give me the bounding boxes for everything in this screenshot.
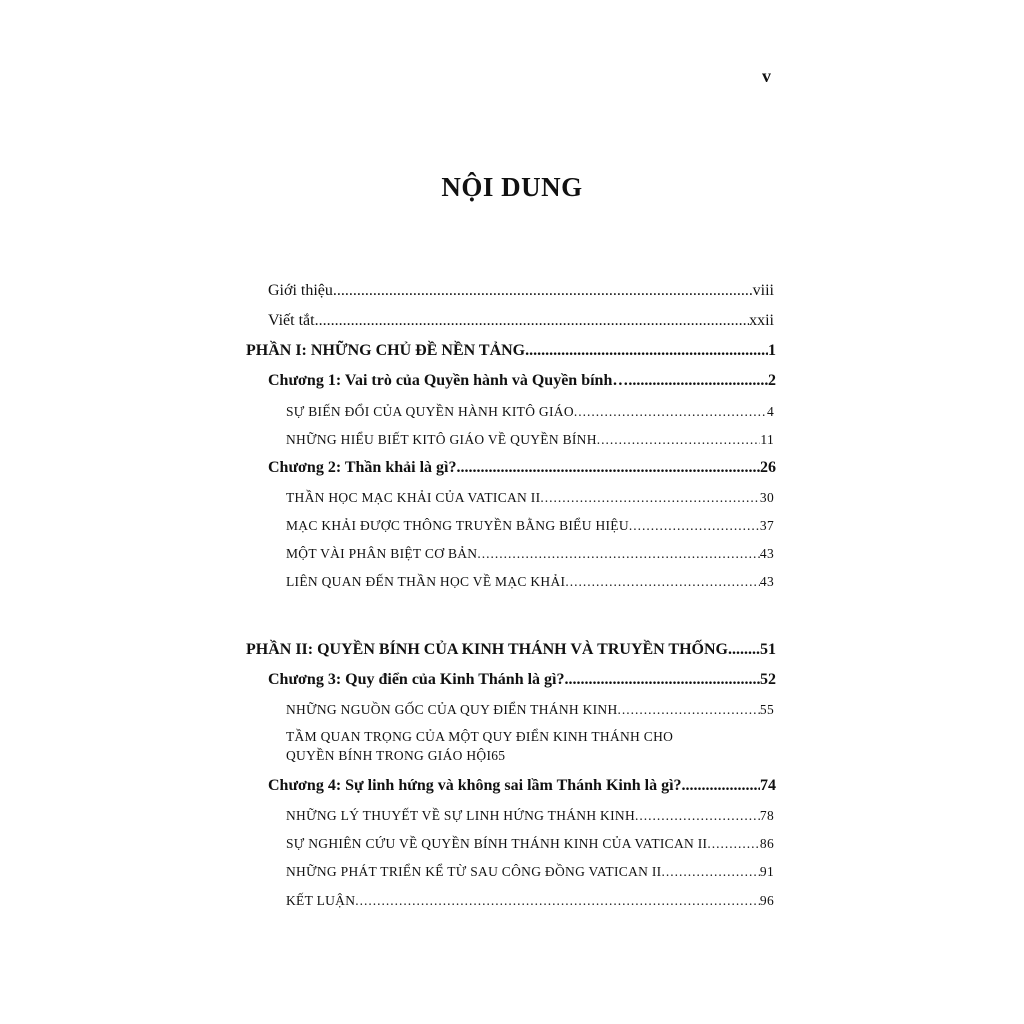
toc-entry-label: THẦN HỌC MẠC KHẢI CỦA VATICAN II	[286, 490, 541, 505]
toc-page-number: 51	[760, 641, 776, 658]
dot-leader	[597, 430, 761, 450]
toc-entry-label-line1: TẦM QUAN TRỌNG CỦA MỘT QUY ĐIỂN KINH THÁNH CHO	[286, 729, 674, 744]
toc-entry-label: SỰ NGHIÊN CỨU VỀ QUYỀN BÍNH THÁNH KINH CỦA VATICAN II	[286, 836, 708, 851]
toc-section[interactable]	[286, 834, 774, 854]
dot-leader	[661, 862, 759, 882]
toc-entry-label: Giới thiệu	[268, 282, 333, 299]
toc-page-number: 43	[759, 574, 774, 589]
dot-leader	[565, 572, 760, 592]
page-number: v	[762, 66, 771, 86]
dot-leader	[477, 544, 760, 564]
dot-leader	[635, 806, 760, 826]
toc-entry-label: Chương 4: Sự linh hứng và không sai lầm Thánh Kinh là gì?	[268, 777, 682, 794]
dot-leader	[564, 670, 760, 690]
toc-chapter-1[interactable]	[268, 371, 776, 391]
toc-page-number: 30	[759, 490, 774, 505]
dot-leader	[707, 834, 760, 854]
toc-entry-label: LIÊN QUAN ĐẾN THẦN HỌC VỀ MẠC KHẢI	[286, 574, 566, 589]
toc-section[interactable]	[286, 488, 774, 508]
toc-chapter-2[interactable]	[268, 458, 776, 478]
dot-leader	[315, 311, 750, 331]
toc-page-number: 37	[759, 518, 774, 533]
toc-entry-abbreviations[interactable]	[268, 311, 774, 331]
toc-page-number: viii	[752, 282, 774, 299]
toc-page-number: 52	[760, 671, 776, 688]
dot-leader	[456, 458, 760, 478]
dot-leader	[333, 281, 753, 301]
toc-entry-label: Chương 2: Thần khải là gì?	[268, 459, 457, 476]
toc-entry-label: Chương 1: Vai trò của Quyền hành và Quyền bính…	[268, 372, 629, 389]
toc-section[interactable]	[286, 516, 774, 536]
toc-entry-label: PHẦN I: NHỮNG CHỦ ĐỀ NỀN TẢNG	[246, 342, 526, 359]
page-title: NỘI DUNG	[441, 172, 583, 202]
toc-entry-label: MẠC KHẢI ĐƯỢC THÔNG TRUYỀN BẰNG BIỂU HIỆU	[286, 518, 629, 533]
toc-entry-label: Chương 3: Quy điển của Kinh Thánh là gì?	[268, 671, 565, 688]
toc-entry-label: PHẦN II: QUYỀN BÍNH CỦA KINH THÁNH VÀ TRUYỀN THỐNG	[246, 641, 728, 658]
toc-page-number: 2	[768, 372, 776, 389]
toc-section[interactable]	[286, 430, 774, 450]
toc-page-number: 26	[760, 459, 776, 476]
toc-part-1[interactable]	[246, 341, 776, 361]
toc-page-number: 91	[759, 864, 774, 879]
toc-page-number: 65	[491, 748, 506, 763]
toc-page-number: xxii	[749, 312, 774, 329]
toc-section-multiline[interactable]	[286, 727, 774, 765]
toc-page-number: 4	[766, 404, 774, 419]
toc-chapter-3[interactable]	[268, 670, 776, 690]
toc-entry-label: SỰ BIẾN ĐỔI CỦA QUYỀN HÀNH KITÔ GIÁO	[286, 404, 574, 419]
dot-leader	[628, 371, 768, 391]
dot-leader	[525, 341, 768, 361]
toc-entry-intro[interactable]	[268, 281, 774, 301]
toc-section[interactable]	[286, 402, 774, 422]
toc-entry-label: NHỮNG NGUỒN GỐC CỦA QUY ĐIỂN THÁNH KINH	[286, 702, 618, 717]
toc-entry-label: KẾT LUẬN	[286, 893, 356, 908]
toc-entry-label: Viết tắt	[268, 312, 315, 329]
toc-page-number: 78	[759, 808, 774, 823]
dot-leader	[728, 640, 760, 660]
toc-entry-label: MỘT VÀI PHÂN BIỆT CƠ BẢN	[286, 546, 478, 561]
toc-entry-label: NHỮNG HIỂU BIẾT KITÔ GIÁO VỀ QUYỀN BÍNH	[286, 432, 597, 447]
dot-leader	[629, 516, 760, 536]
toc-section[interactable]	[286, 806, 774, 826]
toc-page-number: 1	[768, 342, 776, 359]
dot-leader	[540, 488, 760, 508]
toc-page-number: 74	[760, 777, 776, 794]
toc-section[interactable]	[286, 862, 774, 882]
toc-chapter-4[interactable]	[268, 776, 776, 796]
toc-section[interactable]	[286, 891, 774, 911]
toc-entry-label-line2: QUYỀN BÍNH TRONG GIÁO HỘI	[286, 748, 492, 763]
dot-leader	[682, 776, 760, 796]
dot-leader	[618, 700, 760, 720]
toc-section[interactable]	[286, 572, 774, 592]
dot-leader	[574, 402, 767, 422]
toc-part-2[interactable]	[246, 640, 776, 660]
toc-entry-label: NHỮNG LÝ THUYẾT VỀ SỰ LINH HỨNG THÁNH KINH	[286, 808, 636, 823]
toc-page-number: 96	[759, 893, 774, 908]
dot-leader	[355, 891, 760, 911]
toc-page-number: 43	[759, 546, 774, 561]
toc-page-number: 11	[760, 432, 774, 447]
toc-entry-label: NHỮNG PHÁT TRIỂN KỂ TỪ SAU CÔNG ĐỒNG VATICAN II	[286, 864, 662, 879]
toc-section[interactable]	[286, 700, 774, 720]
toc-section[interactable]	[286, 544, 774, 564]
toc-page-number: 55	[759, 702, 774, 717]
toc-page-number: 86	[759, 836, 774, 851]
